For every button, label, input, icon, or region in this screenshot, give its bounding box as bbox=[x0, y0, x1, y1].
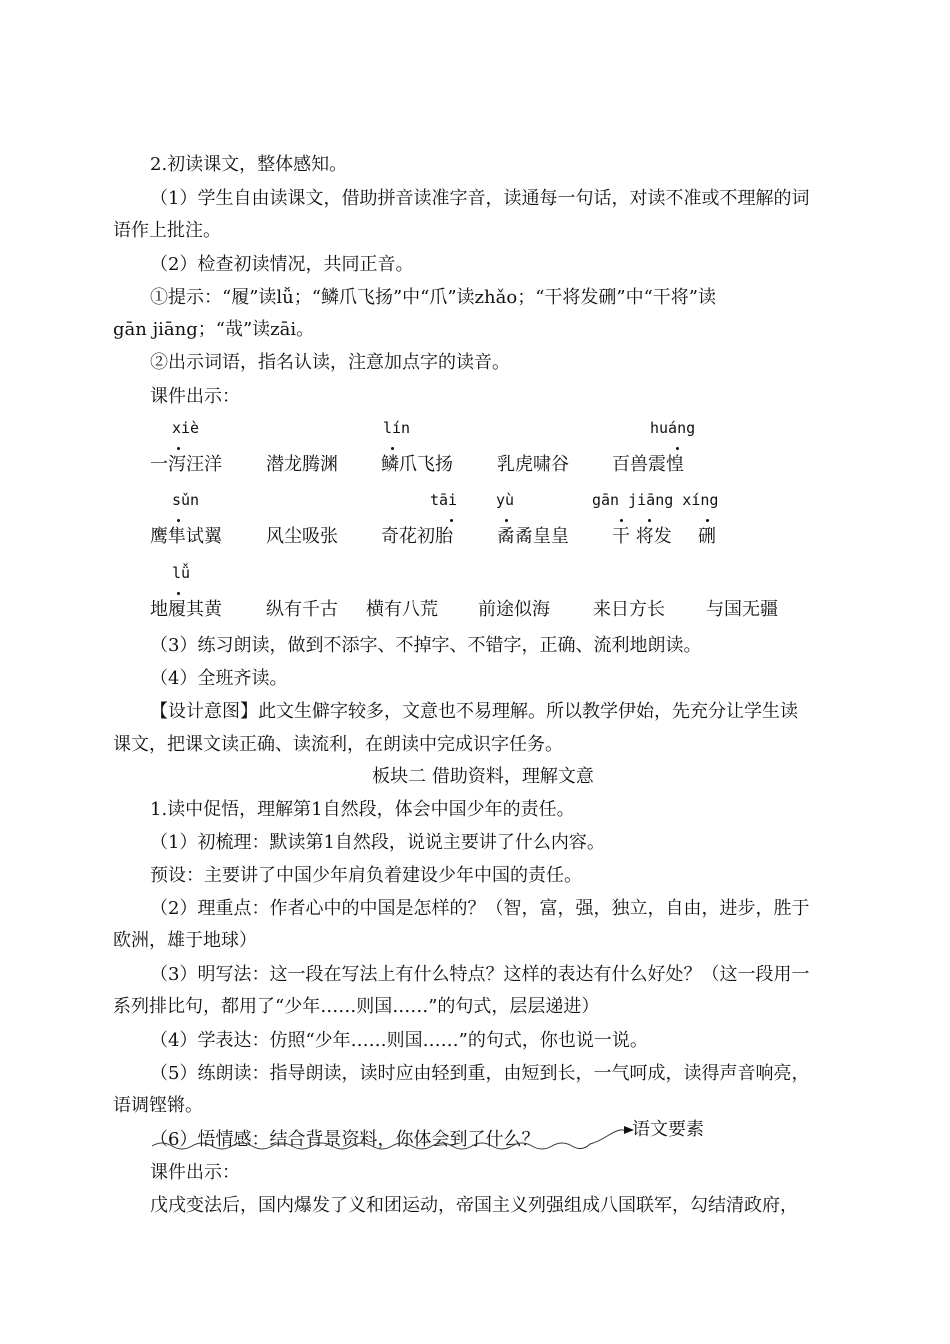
paragraph-line: 语作上批注。 bbox=[113, 220, 221, 241]
paragraph-line: （5）练朗读：指导朗读，读时应由轻到重，由短到长，一气呵成，读得声音响亮， bbox=[150, 1063, 810, 1084]
paragraph-line: （2）理重点：作者心中的中国是怎样的？（智，富，强，独立，自由，进步，胜于 bbox=[150, 898, 810, 919]
pinyin-annotation: gān jiāng xíng bbox=[592, 491, 719, 509]
emphasis-dot bbox=[620, 519, 623, 522]
paragraph-line: （2）检查初读情况，共同正音。 bbox=[150, 254, 414, 275]
vocab-word: 硎 bbox=[698, 526, 716, 547]
vocab-word: 来日方长 bbox=[593, 599, 665, 620]
vocab-word: 一泻汪洋 bbox=[150, 454, 222, 475]
vocab-word: 乳虎啸谷 bbox=[497, 454, 569, 475]
paragraph-line: 系列排比句，都用了“少年……则国……”的句式，层层递进） bbox=[113, 996, 600, 1017]
annotation-label: 语文要素 bbox=[632, 1119, 704, 1140]
emphasis-dot bbox=[706, 519, 709, 522]
emphasis-dot bbox=[505, 519, 508, 522]
paragraph-line: 戊戌变法后，国内爆发了义和团运动，帝国主义列强组成八国联军，勾结清政府， bbox=[150, 1195, 798, 1216]
vocab-word: 地履其黄 bbox=[150, 599, 222, 620]
paragraph-line: （4）学表达：仿照“少年……则国……”的句式，你也说一说。 bbox=[150, 1030, 648, 1051]
vocab-word: 鳞爪飞扬 bbox=[381, 454, 453, 475]
vocab-word: 鹰隼试翼 bbox=[150, 526, 222, 547]
design-intent-line: 【设计意图】此文生僻字较多，文意也不易理解。所以教学伊始，先充分让学生读 bbox=[150, 701, 798, 722]
vocab-word: 矞矞皇皇 bbox=[497, 526, 569, 547]
vocab-word: 横有八荒 bbox=[366, 599, 438, 620]
vocab-word: 干 将发 bbox=[612, 526, 672, 547]
vocab-word: 前途似海 bbox=[478, 599, 550, 620]
pinyin-annotation: huáng bbox=[650, 419, 696, 437]
pinyin-annotation: lǚ bbox=[172, 564, 191, 582]
paragraph-line: ②出示词语，指名认读，注意加点字的读音。 bbox=[150, 352, 510, 373]
vocab-word: 百兽震惶 bbox=[612, 454, 684, 475]
paragraph-line: （1）初梳理：默读第1自然段，说说主要讲了什么内容。 bbox=[150, 832, 605, 853]
paragraph-line: 语调铿锵。 bbox=[113, 1095, 203, 1116]
paragraph-line: ①提示：“履”读lǚ；“鳞爪飞扬”中“爪”读zhǎo；“干将发硎”中“干将”读 bbox=[150, 287, 717, 308]
vocab-word: 风尘吸张 bbox=[266, 526, 338, 547]
paragraph-line: （4）全班齐读。 bbox=[150, 668, 288, 689]
emphasis-dot bbox=[177, 592, 180, 595]
emphasis-dot bbox=[676, 447, 679, 450]
vocab-word: 潜龙腾渊 bbox=[266, 454, 338, 475]
emphasis-dot bbox=[177, 519, 180, 522]
emphasis-dot bbox=[391, 447, 394, 450]
emphasis-dot bbox=[450, 519, 453, 522]
pinyin-annotation: sǔn bbox=[172, 491, 200, 509]
paragraph-line: 课件出示： bbox=[150, 1162, 240, 1183]
vocab-word: 与国无疆 bbox=[706, 599, 778, 620]
vocab-word: 纵有千古 bbox=[266, 599, 338, 620]
design-intent-line: 课文，把课文读正确、读流利，在朗读中完成识字任务。 bbox=[113, 734, 563, 755]
vocab-word: 奇花初胎 bbox=[381, 526, 453, 547]
paragraph-line: （1）学生自由读课文，借助拼音读准字音，读通每一句话，对读不准或不理解的词 bbox=[150, 188, 810, 209]
paragraph-line: 预设：主要讲了中国少年肩负着建设少年中国的责任。 bbox=[150, 865, 582, 886]
paragraph-line: gān jiāng；“哉”读zāi。 bbox=[113, 319, 315, 340]
emphasis-dot bbox=[648, 519, 651, 522]
paragraph-line: （3）练习朗读，做到不添字、不掉字、不错字，正确、流利地朗读。 bbox=[150, 635, 702, 656]
paragraph-line: 课件出示： bbox=[150, 386, 240, 407]
section-step-2: 2.初读课文，整体感知。 bbox=[150, 154, 348, 175]
paragraph-line: 欧洲，雄于地球） bbox=[113, 930, 257, 951]
pinyin-annotation: tāi bbox=[430, 491, 458, 509]
paragraph-line: （3）明写法：这一段在写法上有什么特点？这样的表达有什么好处？（这一段用一 bbox=[150, 964, 810, 985]
emphasis-dot bbox=[177, 447, 180, 450]
pinyin-annotation: xiè bbox=[172, 419, 200, 437]
paragraph-line: 1.读中促悟，理解第1自然段，体会中国少年的责任。 bbox=[150, 799, 575, 820]
pinyin-annotation: lín bbox=[383, 419, 411, 437]
paragraph-line: （6）悟情感：结合背景资料，你体会到了什么？ bbox=[150, 1129, 540, 1150]
section-heading: 板块二 借助资料，理解文意 bbox=[372, 766, 594, 787]
pinyin-annotation: yù bbox=[496, 491, 515, 509]
